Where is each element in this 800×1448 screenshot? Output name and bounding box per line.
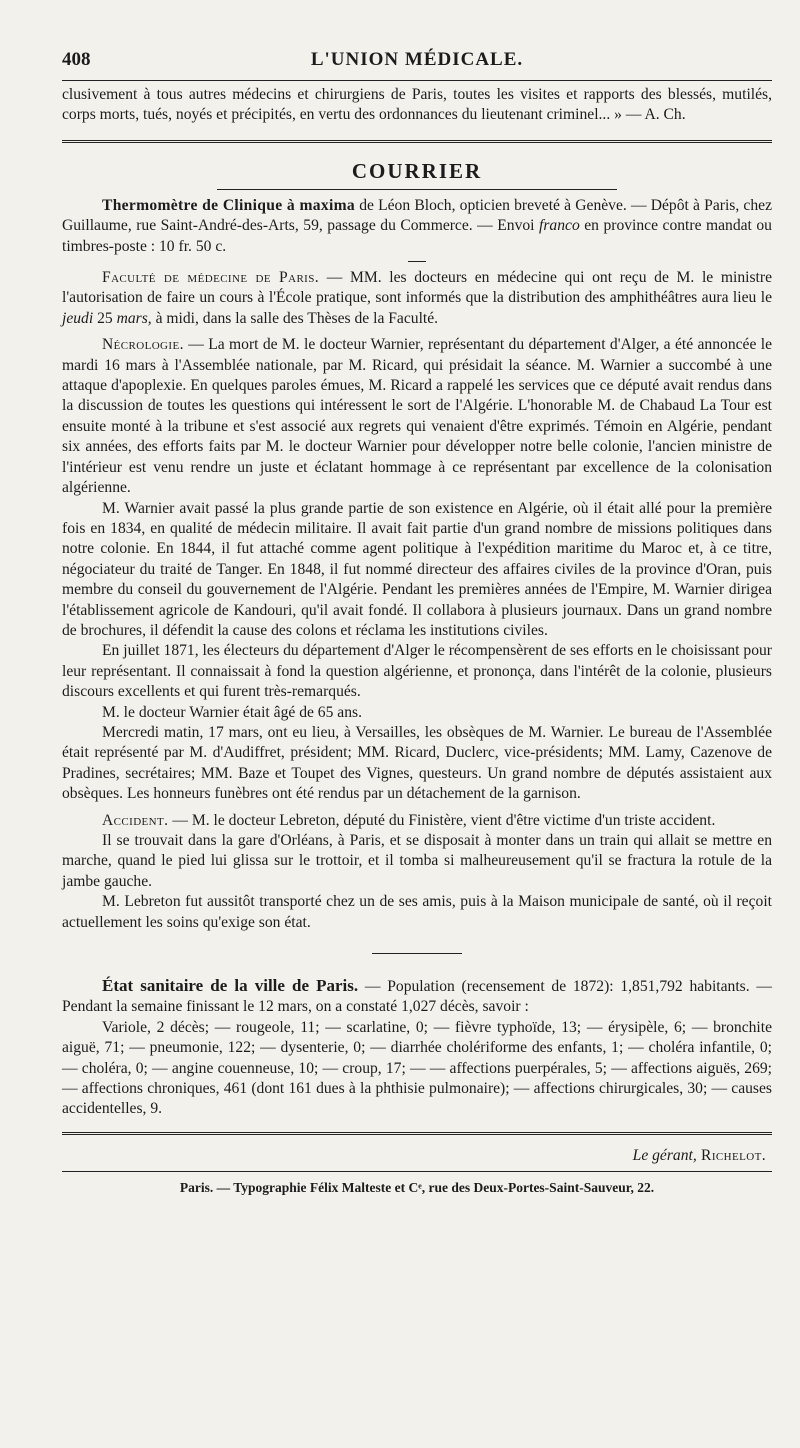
faculte-lead: Faculté de médecine de Paris.: [102, 269, 320, 287]
separator-rule: [408, 261, 426, 262]
imprint-rule: [62, 1171, 772, 1172]
thermometre-lead: Thermomètre de Clinique à maxima: [102, 196, 356, 214]
accident-lead: Accident.: [102, 811, 169, 829]
necrologie-lead: Nécrologie.: [102, 336, 184, 354]
thermometre-text-1: de Léon Bloch, opticien breveté à Genève. — Dépôt à Paris, chez Guillaume, rue Saint-André-des-Arts, 59, passage du Commerce. — Envoi: [62, 196, 772, 235]
thermometre-text-2: en province contre mandat ou timbres-poste : 10 fr. 50 c.: [62, 217, 772, 255]
etat-sanitaire-text-1: — Population (recensement de 1872): 1,851,792 habitants. — Pendant la semaine finissant le 12 mars, on a constaté 1,027 décès, savoir :: [62, 978, 772, 1016]
signature: [62, 1145, 772, 1167]
section-break-rule: [372, 953, 462, 954]
accident-paragraph-1: [62, 811, 772, 831]
section-title-rule: [217, 189, 617, 190]
page-number: 408: [62, 49, 91, 70]
accident-paragraph-2: Il se trouvait dans la gare d'Orléans, à Paris, et se disposait à monter dans un train qui allait se mettre en marche, quand le pied lui glissa sur le trottoir, et il tomba si malheureusement qu'il se fractura la rotule de la jambe gauche.: [62, 832, 772, 890]
faculte-italic-2: mars,: [116, 309, 152, 327]
etat-sanitaire-paragraph-2: Variole, 2 décès; — rougeole, 11; — scarlatine, 0; — fièvre typhoïde, 13; — érysipèle, 6; — bronchite aiguë, 71; — pneumonie, 122; — dysenterie, 0; — diarrhée cholériforme des enfants, 1; — choléra infantile, 0; — choléra, 0; — angine couenneuse, 10; — croup, 17; — — affections puerpérales, 5; — affections aiguës, 269; — affections chroniques, 461 (dont 161 dues à la phthisie pulmonaire); — affections chirurgicales, 30; — causes accidentelles, 9.: [62, 1018, 772, 1118]
imprint: Paris. — Typographie Félix Malteste et Cᵉ, rue des Deux-Portes-Saint-Sauveur, 22.: [179, 1179, 655, 1195]
intro-paragraph: clusivement à tous autres médecins et chirurgiens de Paris, toutes les visites et rapports des blessés, mutilés, corps morts, tués, noyés et précipités, en vertu des ordonnances du lieutenant criminel... » — A. Ch.: [62, 86, 772, 124]
signature-name: Richelot.: [696, 1146, 766, 1164]
faculte-text-1: — MM. les docteurs en médecine qui ont reçu de M. le ministre l'autorisation de faire un cours à l'École pratique, sont informés que la distribution des amphithéâtres aura lieu le: [62, 269, 772, 307]
signature-title: Le gérant,: [632, 1146, 697, 1164]
faculte-text-3: à midi, dans la salle des Thèses de la Faculté.: [151, 309, 439, 327]
thermometre-paragraph: [62, 196, 772, 257]
faculte-paragraph: [62, 268, 772, 329]
thermometre-italic: franco: [539, 217, 580, 235]
header-rule: [62, 80, 772, 81]
accident-paragraph-3: M. Lebreton fut aussitôt transporté chez un de ses amis, puis à la Maison municipale de santé, où il reçoit actuellement les soins qu'exige son état.: [62, 893, 772, 931]
necrologie-paragraph-4: M. le docteur Warnier était âgé de 65 ans.: [102, 703, 362, 721]
footer-double-rule: [62, 1132, 772, 1139]
faculte-italic-1: jeudi: [62, 309, 94, 327]
section-title: COURRIER: [351, 158, 483, 183]
etat-sanitaire-lead: État sanitaire de la ville de Paris.: [102, 976, 359, 996]
section-double-rule: [62, 140, 772, 147]
necrologie-paragraph-1: [62, 335, 772, 498]
running-head: L'UNION MÉDICALE.: [310, 49, 524, 70]
faculte-text-2: 25: [93, 309, 117, 327]
necrologie-paragraph-2: M. Warnier avait passé la plus grande partie de son existence en Algérie, où il était allé pour la première fois en 1834, en qualité de médecin militaire. Il avait fait partie d'un grand nombre de missions politiques dans notre colonie. En 1844, il fut attaché comme agent politique à l'expédition maritime du Maroc et, à ce titre, négociateur du traité de Tanger. En 1848, il fut nommé directeur des affaires civiles de la province d'Oran, puis membre du conseil du gouvernement de l'Algérie. Pendant les premières années de l'Empire, M. Warnier dirigea l'établissement agricole de Kandouri, qu'il avait fondé. Il collabora à plusieurs journaux. Dans un grand nombre de brochures, il défendit la cause des colons et réclama les institutions civiles.: [62, 499, 772, 639]
page-header: [62, 48, 772, 72]
necrologie-paragraph-5: Mercredi matin, 17 mars, ont eu lieu, à Versailles, les obsèques de M. Warnier. Le bureau de l'Assemblée était représenté par M. d'Audiffret, président; MM. Ricard, Duclerc, vice-présidents; MM. Lamy, Cazenove de Pradines, secrétaires; MM. Baze et Toupet des Vignes, questeurs. Un grand nombre de députés assistaient aux obsèques. Les honneurs funèbres ont été rendus par un détachement de la garnison.: [62, 723, 772, 803]
necrologie-text-1: — La mort de M. le docteur Warnier, représentant du département d'Alger, a été annoncée le mardi 16 mars à l'Assemblée nationale, par M. Ricard, qui présidait la séance. M. Warnier a succombé à une attaque d'apoplexie. En quelques paroles émues, M. Ricard a rappelé les services que ce député avait rendus dans la discussion de toutes les questions qui intéressent le sort de l'Algérie. L'honorable M. de Chabaud La Tour est ensuite monté à la tribune et s'est associé aux regrets qui venaient d'être exprimés. Témoin en Algérie, pendant six années, des efforts faits par M. le docteur Warnier pour développer notre belle colonie, l'ancien ministre de l'intérieur est venu rendre un juste et éclatant hommage à ce représentant par excellence de la colonisation algérienne.: [62, 336, 772, 497]
necrologie-paragraph-3: En juillet 1871, les électeurs du département d'Alger le récompensèrent de ses efforts en le choisissant pour leur représentant. Il connaissait à fond la question algérienne, et prononça, dans l'intérêt de la colonie, plusieurs discours excellents et qui furent très-remarqués.: [62, 642, 772, 701]
etat-sanitaire-paragraph-1: [62, 976, 772, 1018]
accident-text-1: — M. le docteur Lebreton, député du Finistère, vient d'être victime d'un triste accident.: [168, 811, 716, 829]
